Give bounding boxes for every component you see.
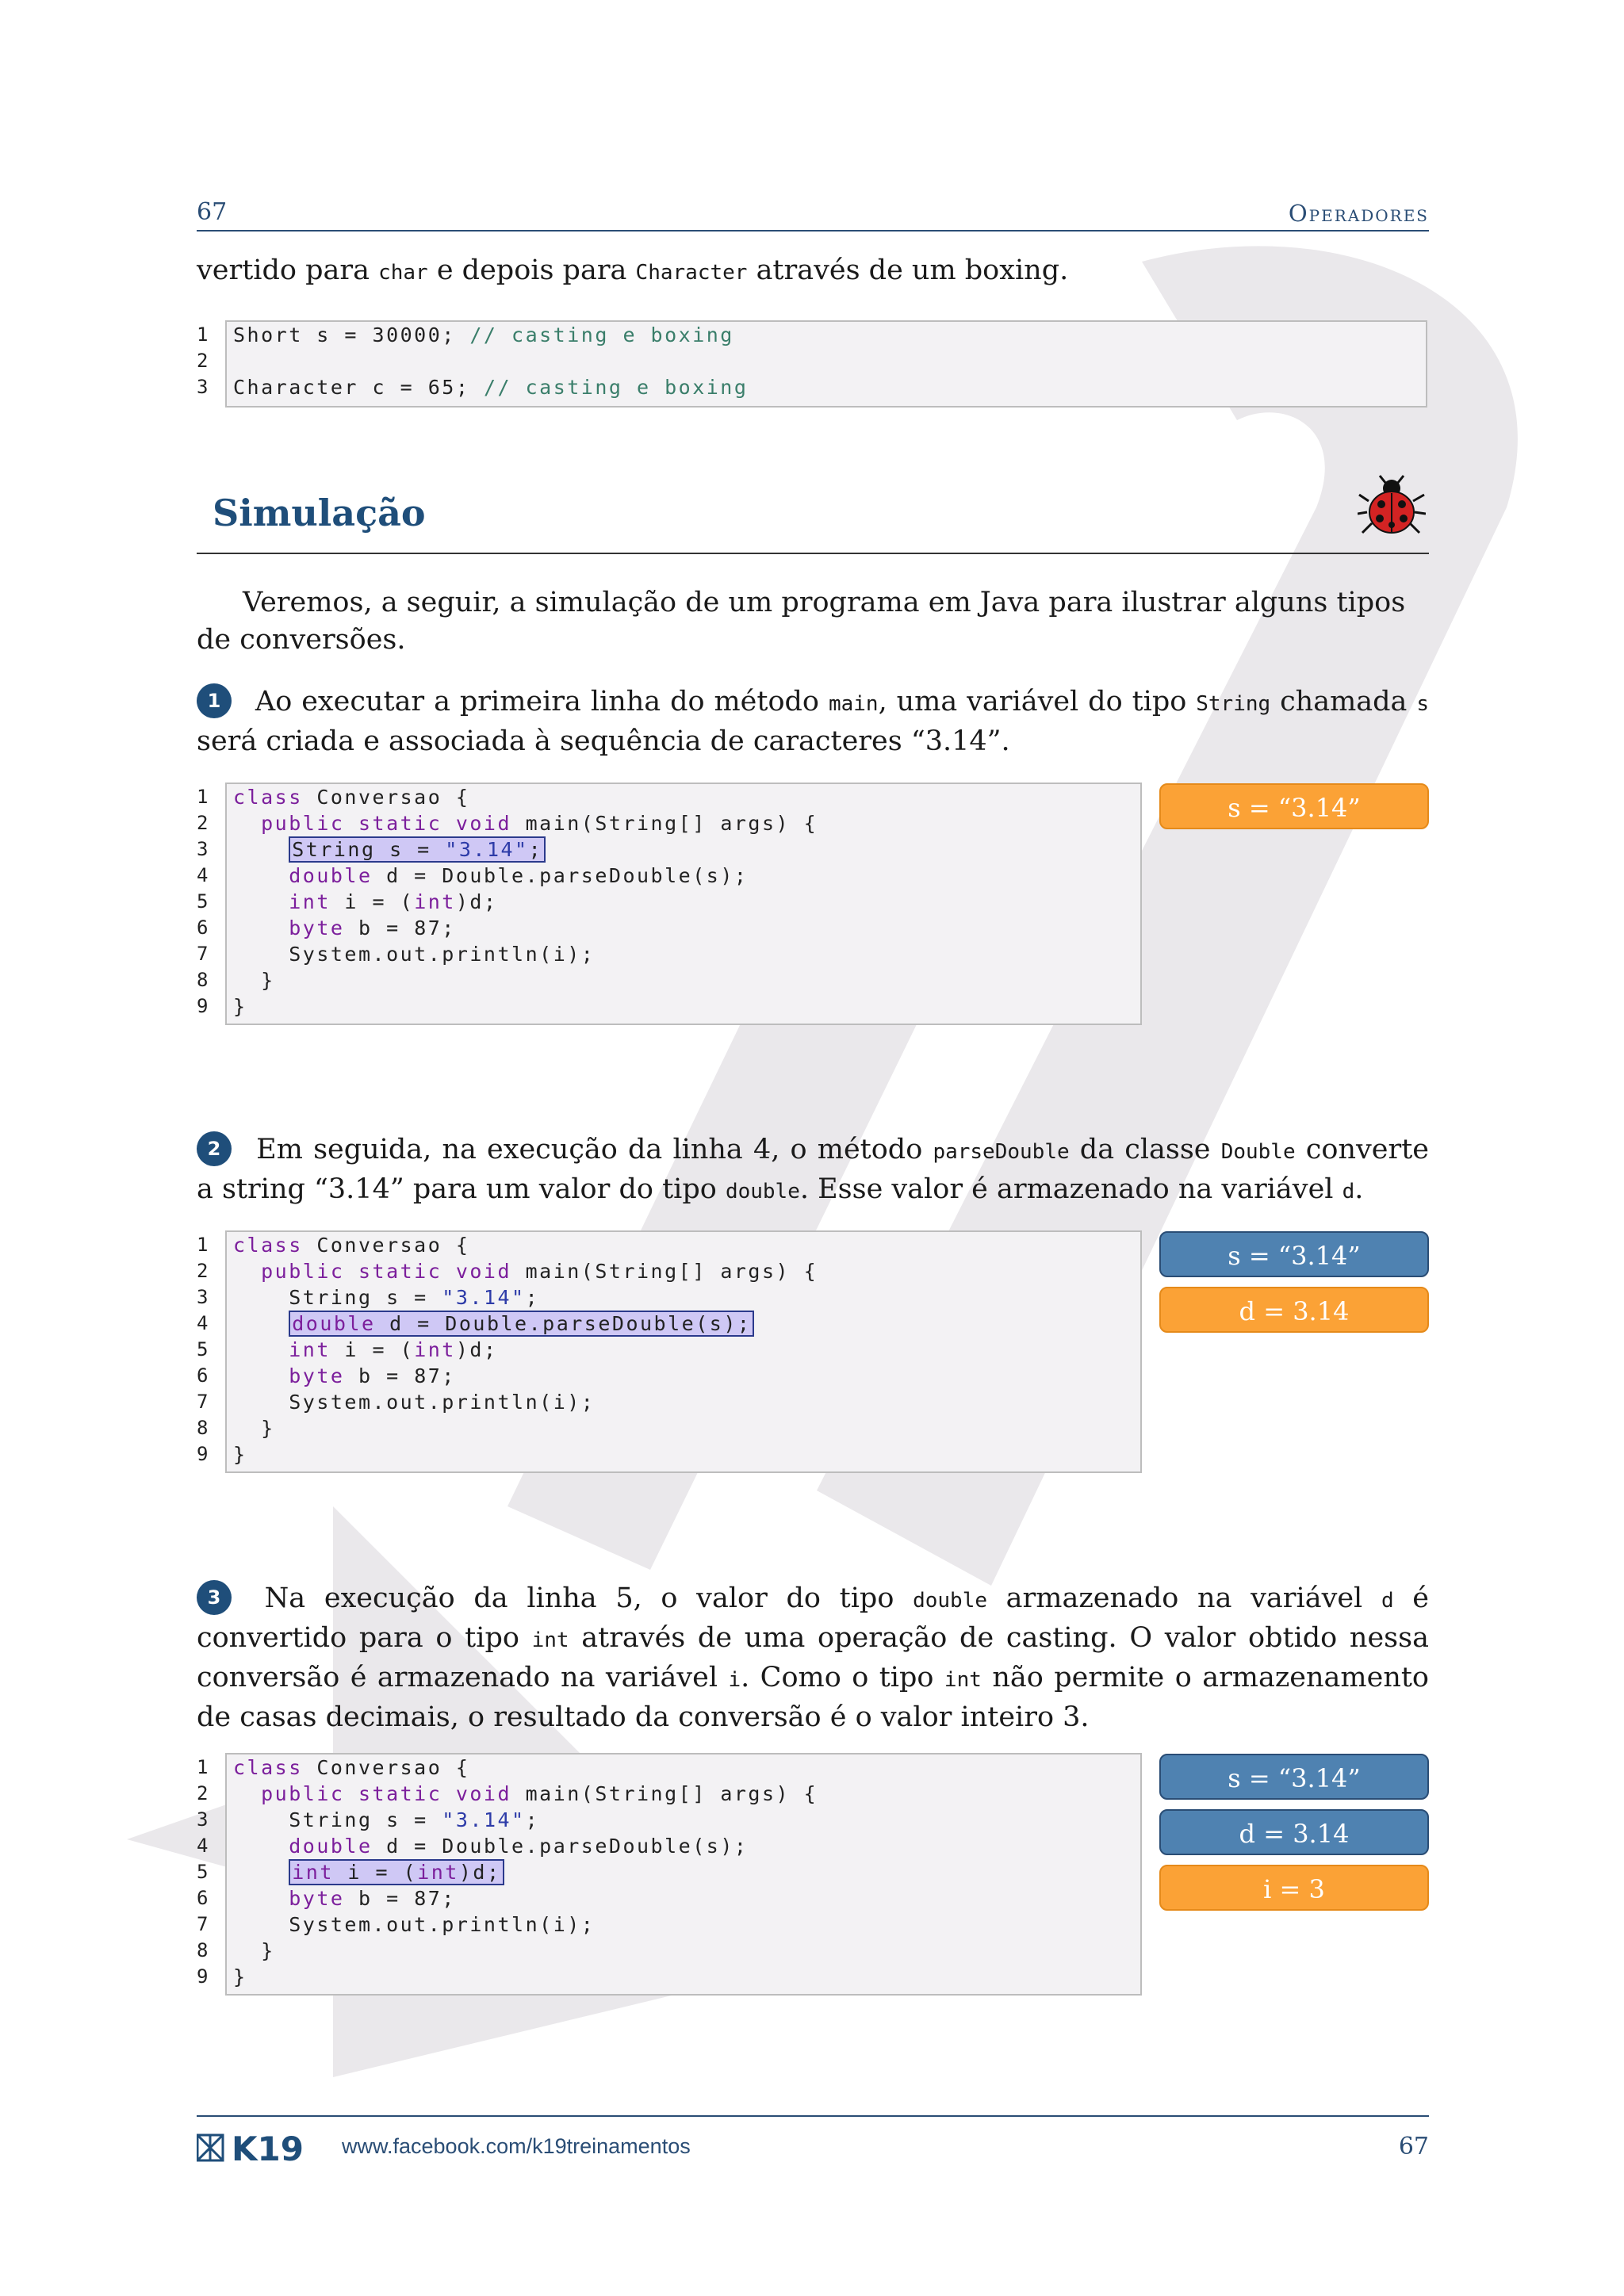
variable-d: d = 3.14 (1159, 1809, 1429, 1855)
variable-s: s = “3.14” (1159, 1231, 1429, 1277)
line-numbers: 1 2 3 4 5 6 7 8 9 (197, 1234, 209, 1465)
header-chapter-title: Operadores (1288, 200, 1429, 227)
k19-logo (197, 2132, 320, 2164)
intro-paragraph: vertido para char e depois para Character através de um boxing. (197, 254, 1069, 286)
variable-s: s = “3.14” (1159, 783, 1429, 829)
code-line: Character c = 65; // casting e boxing (233, 376, 749, 399)
step-2-paragraph: 2 Em seguida, na execução da linha 4, o método parseDouble da classe Double converte a string “3.14” para um valor do tipo double. Esse valor é armazenado na variável d. (197, 1131, 1429, 1211)
footer-facebook-link[interactable]: www.facebook.com/k19treinamentos (342, 2134, 691, 2158)
section-title: Simulação (213, 492, 426, 534)
step-badge: 1 (197, 683, 232, 718)
lead-paragraph: Veremos, a seguir, a simulação de um programa em Java para ilustrar alguns tipos de conversões. (197, 587, 1406, 656)
line-numbers: 1 2 3 (197, 323, 209, 398)
step-1-paragraph: 1 Ao executar a primeira linha do método main, uma variável do tipo String chamada s será criada e associada à sequência de caracteres “3.14”. (197, 683, 1429, 760)
highlighted-statement: String s = "3.14"; (289, 836, 546, 863)
code-line: Short s = 30000; // casting e boxing (233, 323, 734, 346)
variable-s: s = “3.14” (1159, 1754, 1429, 1800)
footer-rule (197, 2115, 1429, 2117)
step-badge: 3 (197, 1580, 232, 1615)
variable-d: d = 3.14 (1159, 1287, 1429, 1333)
line-numbers: 1 2 3 4 5 6 7 8 9 (197, 1756, 209, 1988)
footer-page-number: 67 (1398, 2133, 1429, 2160)
header-page-number: 67 (197, 198, 228, 226)
code-box: class Conversao { public static void main(String[] args) { String s = "3.14"; double d = Double.parseDouble(s); int i = (int)d; byte b = 87; System.out.println(i); } } (225, 1753, 1142, 1996)
variable-i: i = 3 (1159, 1865, 1429, 1911)
ladybug-icon (1358, 474, 1426, 538)
running-header (197, 198, 1429, 232)
line-numbers: 1 2 3 4 5 6 7 8 9 (197, 786, 209, 1017)
svg-text:K19: K19 (232, 2132, 304, 2164)
code-box (225, 320, 1427, 408)
highlighted-statement: double d = Double.parseDouble(s); (289, 1311, 754, 1337)
code-box: class Conversao { public static void main(String[] args) { String s = "3.14"; double d = Double.parseDouble(s); int i = (int)d; byte b = 87; System.out.println(i); } } (225, 783, 1142, 1025)
code-line (233, 348, 1426, 374)
step-3-paragraph: 3 Na execução da linha 5, o valor do tipo double armazenado na variável d é convertido para o tipo int através de uma operação de casting. O valor obtido nessa conversão é armazenado na variável i. Como o tipo int não permite o armazenamento de casas decimais, o resultado da conversão é o valor inteiro 3. (197, 1580, 1429, 1736)
highlighted-statement: int i = (int)d; (289, 1859, 504, 1885)
section-rule (197, 553, 1429, 554)
step-badge: 2 (197, 1131, 232, 1166)
code-box: class Conversao { public static void main(String[] args) { String s = "3.14"; double d = Double.parseDouble(s); int i = (int)d; byte b = 87; System.out.println(i); } } (225, 1230, 1142, 1473)
